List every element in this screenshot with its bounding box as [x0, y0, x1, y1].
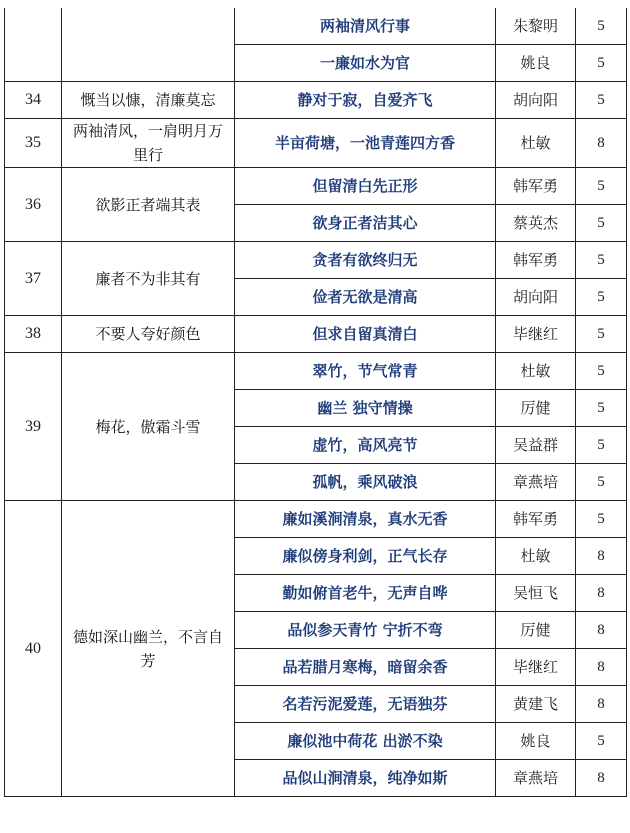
- theme-cell: 慨当以慷，清廉莫忘: [62, 82, 235, 119]
- author-cell: 韩军勇: [496, 242, 576, 279]
- score-cell: 5: [576, 501, 627, 538]
- title-cell: 欲身正者洁其心: [235, 205, 496, 242]
- table-row: [5, 242, 627, 279]
- score-cell: 8: [576, 686, 627, 723]
- title-cell: 品若腊月寒梅，暗留余香: [235, 649, 496, 686]
- author-cell: 毕继红: [496, 649, 576, 686]
- author-cell: 章燕培: [496, 464, 576, 501]
- table-row: [5, 168, 627, 205]
- author-cell: 韩军勇: [496, 501, 576, 538]
- score-cell: 8: [576, 538, 627, 575]
- title-cell: 勤如俯首老牛，无声自哗: [235, 575, 496, 612]
- title-cell: 幽兰 独守情操: [235, 390, 496, 427]
- author-cell: 朱黎明: [496, 8, 576, 45]
- title-cell: 廉似池中荷花 出淤不染: [235, 723, 496, 760]
- theme-cell: [62, 8, 235, 82]
- score-cell: 5: [576, 45, 627, 82]
- score-cell: 5: [576, 316, 627, 353]
- author-cell: 吴益群: [496, 427, 576, 464]
- title-cell: 廉似傍身利剑，正气长存: [235, 538, 496, 575]
- title-cell: 品似山涧清泉，纯净如斯: [235, 760, 496, 797]
- score-cell: 8: [576, 575, 627, 612]
- title-cell: 俭者无欲是清高: [235, 279, 496, 316]
- title-cell: 名若污泥爱莲，无语独芬: [235, 686, 496, 723]
- row-number: 34: [5, 82, 62, 119]
- table-body: [5, 8, 627, 797]
- theme-cell: 两袖清风，一肩明月万里行: [62, 119, 235, 168]
- author-cell: 厉健: [496, 390, 576, 427]
- score-cell: 8: [576, 649, 627, 686]
- author-cell: 姚良: [496, 723, 576, 760]
- score-cell: 5: [576, 390, 627, 427]
- title-cell: 虚竹，高风亮节: [235, 427, 496, 464]
- table-row: [5, 501, 627, 538]
- score-cell: 5: [576, 723, 627, 760]
- score-cell: 8: [576, 612, 627, 649]
- row-number: 39: [5, 353, 62, 501]
- title-cell: 贪者有欲终归无: [235, 242, 496, 279]
- author-cell: 毕继红: [496, 316, 576, 353]
- theme-cell: 欲影正者端其表: [62, 168, 235, 242]
- table-row: [5, 316, 627, 353]
- score-cell: 5: [576, 353, 627, 390]
- score-cell: 5: [576, 8, 627, 45]
- author-cell: 章燕培: [496, 760, 576, 797]
- table-row: [5, 353, 627, 390]
- title-cell: 翠竹，节气常青: [235, 353, 496, 390]
- score-cell: 5: [576, 168, 627, 205]
- row-number: 40: [5, 501, 62, 797]
- title-cell: 半亩荷塘，一池青莲四方香: [235, 119, 496, 168]
- title-cell: 静对于寂，自爱齐飞: [235, 82, 496, 119]
- author-cell: 厉健: [496, 612, 576, 649]
- author-cell: 胡向阳: [496, 279, 576, 316]
- title-cell: 但留清白先正形: [235, 168, 496, 205]
- row-number: 36: [5, 168, 62, 242]
- theme-cell: 梅花，傲霜斗雪: [62, 353, 235, 501]
- author-cell: 韩军勇: [496, 168, 576, 205]
- author-cell: 胡向阳: [496, 82, 576, 119]
- title-cell: 品似参天青竹 宁折不弯: [235, 612, 496, 649]
- score-cell: 5: [576, 427, 627, 464]
- row-number: 35: [5, 119, 62, 168]
- title-cell: 但求自留真清白: [235, 316, 496, 353]
- author-cell: 蔡英杰: [496, 205, 576, 242]
- table-row: [5, 8, 627, 45]
- author-cell: 黄建飞: [496, 686, 576, 723]
- score-cell: 8: [576, 760, 627, 797]
- row-number: [5, 8, 62, 82]
- score-cell: 5: [576, 242, 627, 279]
- title-cell: 孤帆，乘风破浪: [235, 464, 496, 501]
- score-cell: 5: [576, 279, 627, 316]
- author-cell: 杜敏: [496, 538, 576, 575]
- theme-cell: 廉者不为非其有: [62, 242, 235, 316]
- score-cell: 5: [576, 82, 627, 119]
- title-cell: 一廉如水为官: [235, 45, 496, 82]
- score-cell: 8: [576, 119, 627, 168]
- table-row: [5, 82, 627, 119]
- author-cell: 姚良: [496, 45, 576, 82]
- score-cell: 5: [576, 205, 627, 242]
- row-number: 38: [5, 316, 62, 353]
- row-number: 37: [5, 242, 62, 316]
- theme-cell: 不要人夸好颜色: [62, 316, 235, 353]
- table-row: [5, 119, 627, 168]
- author-cell: 杜敏: [496, 353, 576, 390]
- theme-cell: 德如深山幽兰，不言自芳: [62, 501, 235, 797]
- author-cell: 吴恒飞: [496, 575, 576, 612]
- entries-table: [4, 8, 627, 797]
- title-cell: 廉如溪涧清泉，真水无香: [235, 501, 496, 538]
- author-cell: 杜敏: [496, 119, 576, 168]
- score-cell: 5: [576, 464, 627, 501]
- title-cell: 两袖清风行事: [235, 8, 496, 45]
